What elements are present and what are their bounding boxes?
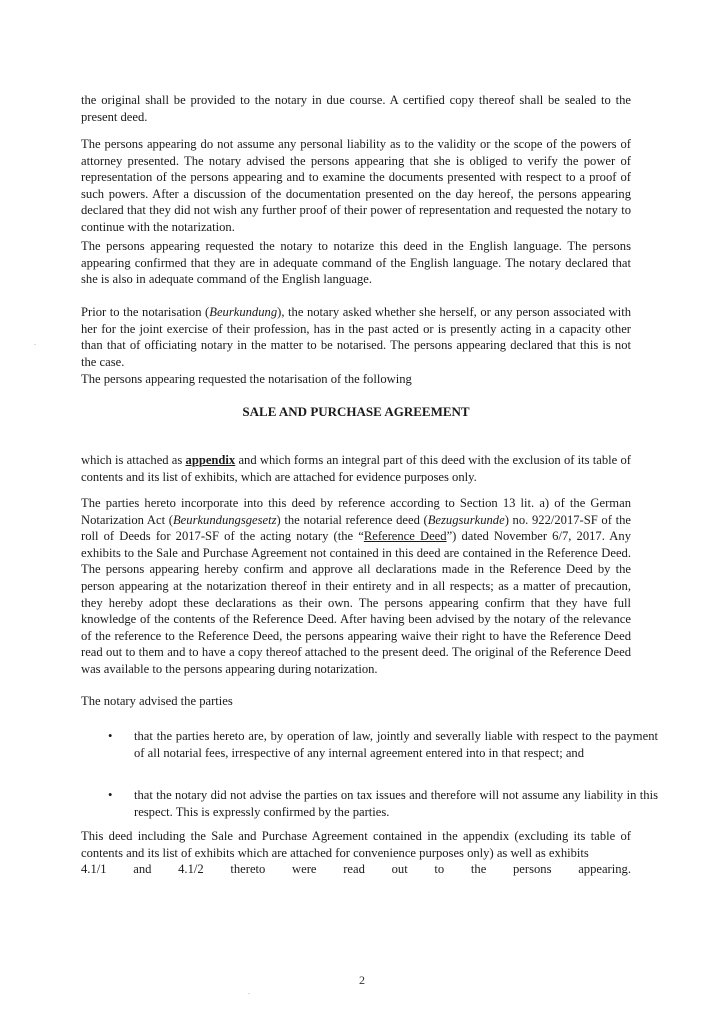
scan-artifact xyxy=(34,344,36,345)
text-segment: This deed including the Sale and Purchase Agreement contained in the appendix (excluding its table of contents and its list of exhibits which are attached for convenience purposes only) as well as exhibits xyxy=(81,829,631,860)
paragraph-request-notarisation: The persons appearing requested the notarisation of the following xyxy=(81,372,412,386)
reference-deed-term: Reference Deed xyxy=(363,529,447,544)
paragraph-english-language: The persons appearing requested the notary to notarize this deed in the English language. The persons appearing confirmed that they are in adequate command of the English language. The notary declared that she is also in adequate command of the English language. xyxy=(81,239,631,287)
text-segment: The parties hereto incorporate into this deed by reference according to Section 13 lit. a) of the German Notarization Act ( xyxy=(81,496,631,527)
bullet-text: that the notary did not advise the parties on tax issues and therefore will not assume any liability in this respect. This is expressly confirmed by the parties. xyxy=(134,788,658,819)
text-segment: which is attached as xyxy=(81,453,186,467)
paragraph-original-certified-copy: the original shall be provided to the notary in due course. A certified copy thereof shall be sealed to the present deed. xyxy=(81,93,631,124)
bullet-icon: • xyxy=(108,788,113,802)
paragraph-notary-advised: The notary advised the parties xyxy=(81,694,233,708)
paragraph-reference-deed xyxy=(81,495,631,678)
paragraph-read-out-last-line: 4.1/1 and 4.1/2 thereto were read out to the persons appearing. xyxy=(81,862,631,876)
appendix-reference: appendix xyxy=(185,453,236,467)
bullet-icon: • xyxy=(108,729,113,743)
text-segment: Prior to the notarisation ( xyxy=(81,305,210,319)
paragraph-appendix xyxy=(81,452,631,485)
text-segment: ), the notary asked whether she herself, or any person associated with her for the joint exercise of their profession, has in the past acted or is presently acting in a capacity other than that of officiating notary in the matter to be notarised. The persons appearing declared that this is not the case. xyxy=(81,305,631,369)
paragraph-prior-notarisation xyxy=(81,304,631,370)
bullet-text: that the parties hereto are, by operation of law, jointly and severally liable with respect to the payment of all notarial fees, irrespective of any internal agreement entered into in that respect; and xyxy=(134,729,658,760)
paragraph-read-out xyxy=(81,828,631,861)
italic-term-beurkundung: Beurkundung xyxy=(209,305,278,319)
scan-artifact xyxy=(248,993,250,994)
text-segment: ) no. 922/2017-SF of the roll of Deeds for 2017-SF of the acting notary (the “ xyxy=(81,512,631,544)
paragraph-personal-liability: The persons appearing do not assume any personal liability as to the validity or the scope of the powers of attorney presented. The notary advised the persons appearing that she is obliged to verify the power of representation of the persons appearing and to examine the documents presented with respect to a proof of such powers. After a discussion of the documentation presented on the day hereof, the persons appearing declared that they did not wish any further proof of their power of representation and requested the notary to continue with the notarization. xyxy=(81,137,631,234)
page-number: 2 xyxy=(359,973,365,987)
italic-term-beurkundungsgesetz: Beurkundungsgesetz xyxy=(172,512,277,527)
text-segment: and which forms an integral part of this deed with the exclusion of its table of contents and its list of exhibits, which are attached for evidence purposes only. xyxy=(81,453,631,484)
agreement-heading: SALE AND PURCHASE AGREEMENT xyxy=(242,404,470,419)
italic-term-bezugsurkunde: Bezugsurkunde xyxy=(427,512,505,527)
text-segment: ) the notarial reference deed ( xyxy=(276,512,428,527)
text-segment: ”) dated November 6/7, 2017. Any exhibits to the Sale and Purchase Agreement not contained in this deed are contained in the Reference Deed. The persons appearing hereby confirm and approve all declarations made in the Reference Deed by the person appearing at the notarization thereof in their entirety and in all respects; as a matter of precaution, they hereby adopt these declarations as their own. The persons appearing confirm that they have full knowledge of the contents of the Reference Deed. After having been advised by the notary of the relevance of the reference to the Reference Deed, the persons appearing waive their right to have the Reference Deed read out to them and to have a copy thereof attached to the present deed. The original of the Reference Deed was available to the persons appearing during notarization. xyxy=(81,529,631,676)
